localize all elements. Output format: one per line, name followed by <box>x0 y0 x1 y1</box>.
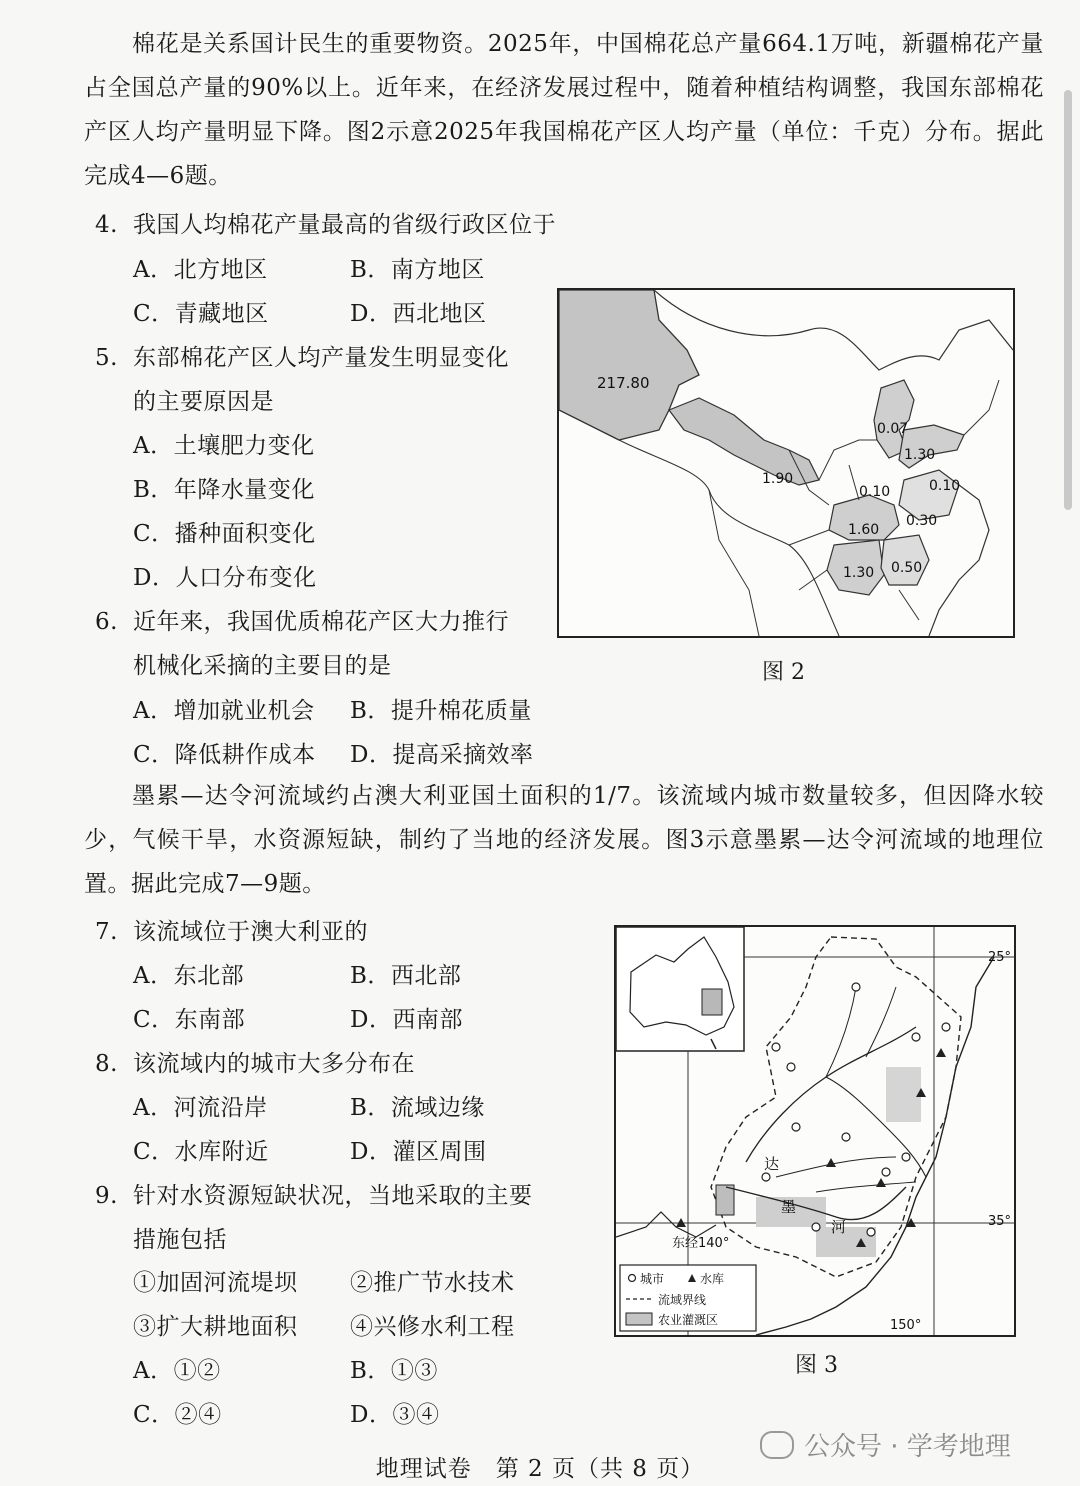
legend-boundary-label: 流域界线 <box>658 1293 707 1307</box>
label-anhui: 0.30 <box>906 513 938 529</box>
watermark-text: 公众号 · 学考地理 <box>804 1432 1011 1462</box>
lon-150-label: 150° <box>890 1318 922 1333</box>
figure-3-map <box>614 925 1016 1337</box>
irrigation-area <box>716 1185 734 1215</box>
question-stem: 该流域内的城市大多分布在 <box>133 1051 415 1077</box>
label-henan: 1.60 <box>848 522 880 538</box>
figure-3-caption: 图 3 <box>795 1353 838 1378</box>
question-6-stem-line2: 机械化采摘的主要目的是 <box>133 653 392 679</box>
river-label-he: 河 <box>831 1218 847 1236</box>
question-stem: 该流域位于澳大利亚的 <box>133 919 368 945</box>
question-5 <box>95 339 509 372</box>
china-map-svg <box>559 290 1013 636</box>
question-9-stem-line2: 措施包括 <box>133 1227 227 1253</box>
lat-35-label: 35° <box>988 1214 1012 1229</box>
question-number: 8. <box>95 1051 118 1077</box>
question-stem-line1: 近年来，我国优质棉花产区大力推行 <box>133 609 509 635</box>
q9-option-a[interactable]: A．①② <box>133 1358 221 1384</box>
q6-option-a[interactable]: A．增加就业机会 <box>133 698 315 724</box>
intro-paragraph-murray <box>84 774 1044 906</box>
river-label-da: 达 <box>764 1155 780 1173</box>
region-gansu <box>669 398 819 485</box>
q5-option-d[interactable]: D．人口分布变化 <box>133 565 317 591</box>
intro-paragraph-cotton <box>84 22 1044 198</box>
legend-irrigation-symbol <box>626 1313 652 1325</box>
question-stem-line1: 针对水资源短缺状况，当地采取的主要 <box>133 1183 533 1209</box>
scrollbar[interactable] <box>1064 90 1072 510</box>
q6-option-d[interactable]: D．提高采摘效率 <box>350 742 534 768</box>
legend-city-symbol <box>629 1275 636 1282</box>
q8-option-c[interactable]: C．水库附近 <box>133 1139 269 1165</box>
q7-option-a[interactable]: A．东北部 <box>133 963 245 989</box>
figure-2-map <box>557 288 1015 638</box>
q5-option-a[interactable]: A．土壤肥力变化 <box>133 433 315 459</box>
lat-25-label: 25° <box>988 950 1012 965</box>
label-hebei: 0.07 <box>877 421 909 437</box>
question-stem: 我国人均棉花产量最高的省级行政区位于 <box>133 212 556 238</box>
intro-text-cotton: 棉花是关系国计民生的重要物资。2025年，中国棉花总产量664.1万吨，新疆棉花产量占全国总产量的90%以上。近年来，在经济发展过程中，随着种植结构调整，我国东部棉花产区人均产量明显下降。图2示意2025年我国棉花产区人均产量（单位：千克）分布。据此完成4—6题。 <box>84 31 1044 189</box>
figure-2-caption: 图 2 <box>762 660 805 685</box>
question-9 <box>95 1177 533 1210</box>
lon-140-label: 东经140° <box>672 1236 730 1251</box>
q7-option-c[interactable]: C．东南部 <box>133 1007 246 1033</box>
q9-measure-2: ②推广节水技术 <box>350 1270 515 1296</box>
question-stem-line1: 东部棉花产区人均产量发生明显变化 <box>133 345 509 371</box>
page-footer: 地理试卷 第 2 页（共 8 页） <box>375 1456 705 1482</box>
q9-option-c[interactable]: C．②④ <box>133 1402 222 1428</box>
q6-option-b[interactable]: B．提升棉花质量 <box>350 698 532 724</box>
q9-option-b[interactable]: B．①③ <box>350 1358 438 1384</box>
label-jiangsu: 0.10 <box>929 478 961 494</box>
irrigation-area <box>886 1067 921 1122</box>
question-5-stem-line2: 的主要原因是 <box>133 389 274 415</box>
q6-option-c[interactable]: C．降低耕作成本 <box>133 742 316 768</box>
q8-option-a[interactable]: A．河流沿岸 <box>133 1095 268 1121</box>
label-shandong: 1.30 <box>904 447 936 463</box>
label-hunan: 1.30 <box>843 565 875 581</box>
question-8 <box>95 1045 415 1078</box>
question-number: 6. <box>95 609 118 635</box>
legend-reservoir-label: 水库 <box>700 1272 725 1286</box>
q4-option-b[interactable]: B．南方地区 <box>350 257 485 283</box>
question-number: 7. <box>95 919 118 945</box>
label-jiangxi: 0.50 <box>891 560 923 576</box>
q5-option-b[interactable]: B．年降水量变化 <box>133 477 315 503</box>
q7-option-b[interactable]: B．西北部 <box>350 963 462 989</box>
q4-option-d[interactable]: D．西北地区 <box>350 301 487 327</box>
legend-city-label: 城市 <box>640 1272 665 1286</box>
label-shanxi: 0.10 <box>859 484 891 500</box>
q4-option-a[interactable]: A．北方地区 <box>133 257 268 283</box>
q8-option-b[interactable]: B．流域边缘 <box>350 1095 485 1121</box>
question-7 <box>95 913 368 946</box>
legend-irrigation-label: 农业灌溉区 <box>658 1313 719 1327</box>
q9-option-d[interactable]: D．③④ <box>350 1402 440 1428</box>
question-number: 5. <box>95 345 118 371</box>
question-4 <box>95 206 556 239</box>
label-xinjiang: 217.80 <box>597 374 650 392</box>
question-number: 4. <box>95 212 118 238</box>
murray-darling-map-svg <box>616 927 1014 1335</box>
q4-option-c[interactable]: C．青藏地区 <box>133 301 269 327</box>
question-number: 9. <box>95 1183 118 1209</box>
q7-option-d[interactable]: D．西南部 <box>350 1007 463 1033</box>
q8-option-d[interactable]: D．灌区周围 <box>350 1139 487 1165</box>
intro-text-murray: 墨累—达令河流域约占澳大利亚国土面积的1/7。该流域内城市数量较多，但因降水较少，气候干旱，水资源短缺，制约了当地的经济发展。图3示意墨累—达令河流域的地理位置。据此完成7—9题。 <box>84 783 1044 897</box>
q9-measure-3: ③扩大耕地面积 <box>133 1314 298 1340</box>
river-label-mu: 墨 <box>781 1198 797 1216</box>
question-6 <box>95 603 509 636</box>
label-gansu: 1.90 <box>762 471 794 487</box>
q9-measure-4: ④兴修水利工程 <box>350 1314 515 1340</box>
q9-measure-1: ①加固河流堤坝 <box>133 1270 298 1296</box>
q5-option-c[interactable]: C．播种面积变化 <box>133 521 316 547</box>
